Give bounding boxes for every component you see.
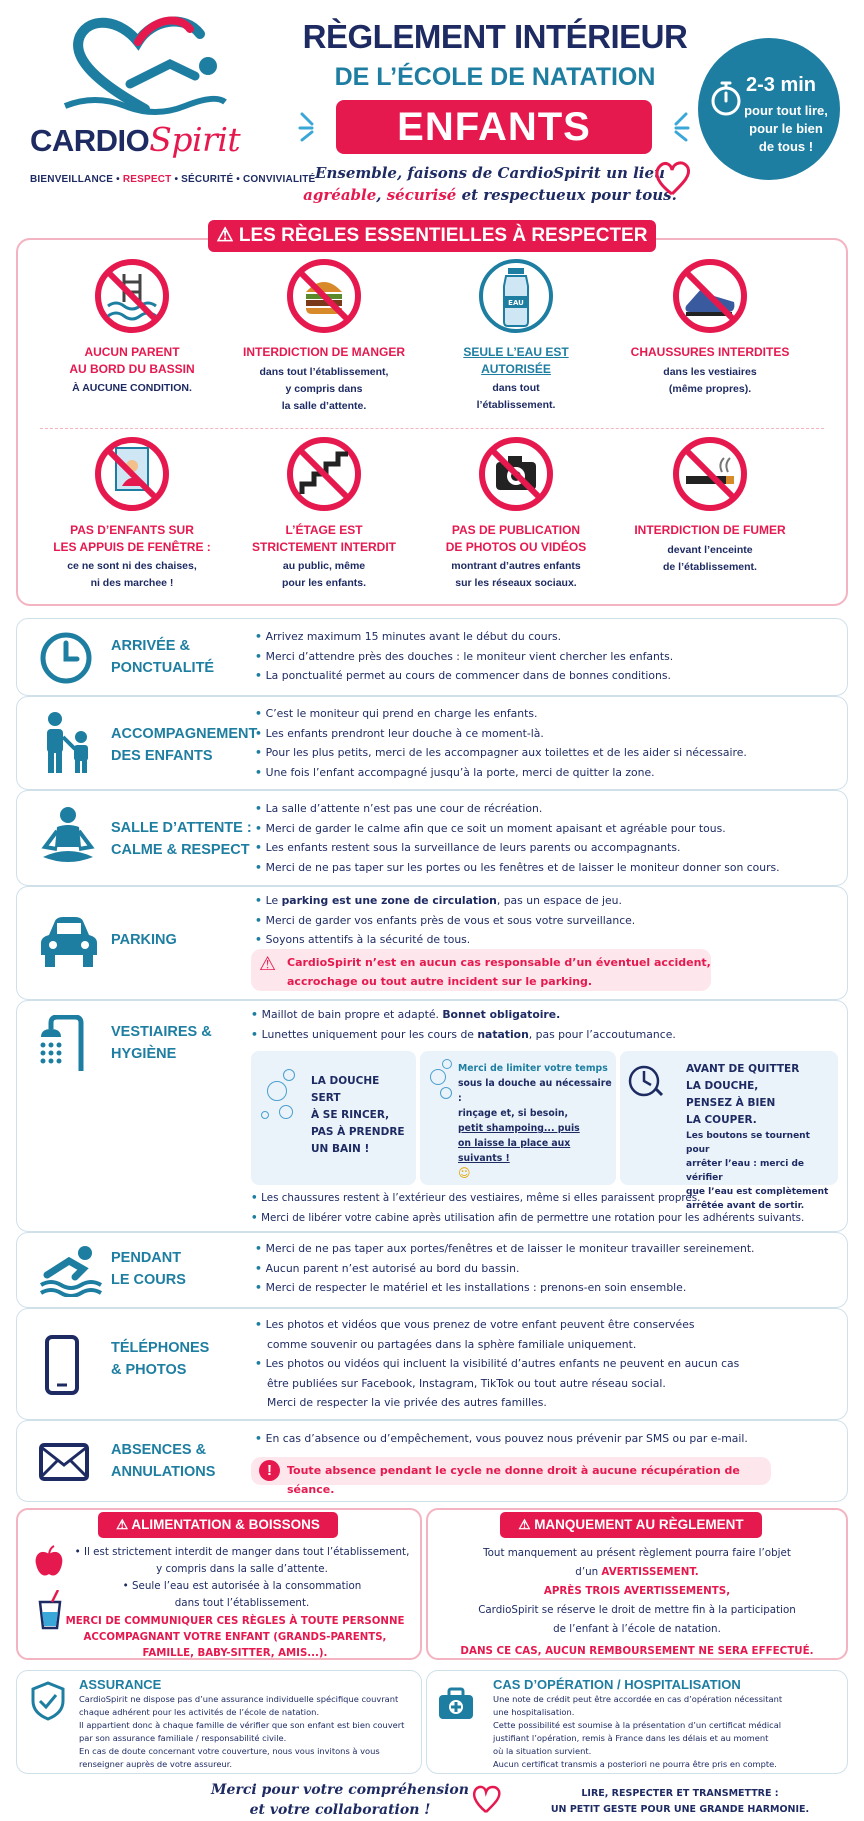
no-smoking-icon bbox=[672, 436, 748, 512]
brand-tagline: BIENVEILLANCE • RESPECT • SÉCURITÉ • CONVIVIALITÉ bbox=[30, 174, 316, 185]
rule-no-photos bbox=[418, 436, 614, 596]
parent-child-icon bbox=[39, 711, 95, 775]
section-title: ARRIVÉE & PONCTUALITÉ bbox=[111, 638, 215, 676]
rule-detail: ce ne sont ni des chaises, ni des marchee ! bbox=[67, 560, 197, 589]
no-upstairs-icon bbox=[286, 436, 362, 512]
section-absences bbox=[16, 1420, 848, 1502]
rule-detail: devant l’enceinte de l’établissement. bbox=[663, 544, 757, 573]
hospital-panel: CAS D’OPÉRATION / HOSPITALISATION Une note de crédit peut être accordée en cas d’opération nécessitant une hospitalisation. Cette possibilité est soumise à la présentation d’un certificat médical justifiant l’opération, remis à France dans les délais et au moment où la situation survient. Aucun certificat transmis a posteriori ne pourra être pris en compte. bbox=[426, 1670, 848, 1774]
water-only-icon bbox=[478, 258, 554, 334]
rule-detail: dans tout l’établissement. bbox=[476, 382, 556, 411]
swimmer-icon bbox=[39, 1243, 103, 1297]
page-title: RÈGLEMENT INTÉRIEUR bbox=[302, 18, 688, 55]
rule-title: CHAUSSURES INTERDITES bbox=[630, 345, 790, 359]
rule-title: INTERDICTION DE FUMER bbox=[634, 523, 786, 537]
thanks-text: Merci pour votre compréhension et votre collaboration ! bbox=[211, 1782, 469, 1818]
warning-icon: ⚠ bbox=[116, 1517, 129, 1532]
food-title: ⚠ ALIMENTATION & BOISSONS bbox=[98, 1512, 338, 1538]
shower-card-rinse: LA DOUCHE SERT À SE RINCER, PAS À PRENDRE UN BAIN ! bbox=[251, 1051, 416, 1185]
bullet-list: • Maillot de bain propre et adapté. Bonnet obligatoire. • Lunettes uniquement pour les cours de natation, pas pour l’accoutumance. bbox=[251, 1005, 676, 1044]
breach-text: Tout manquement au présent règlement pourra faire l’objet d’un AVERTISSEMENT. APRÈS TROIS AVERTISSEMENTS, CardioSpirit se réserve le droit de mettre fin à la participation de l’enfant à l’école de natation. DANS CE CAS, AUCUN REMBOURSEMENT NE SERA EFFECTUÉ. bbox=[460, 1547, 814, 1657]
divider bbox=[40, 428, 824, 429]
section-title: ACCOMPAGNEMENT DES ENFANTS bbox=[111, 726, 258, 764]
section-arrivee bbox=[16, 618, 848, 696]
bullet-list: • Les photos et vidéos que vous prenez de votre enfant peuvent être conservées comme souvenir ou partagées dans la sphère familiale uniquement. • Les photos ou vidéos qui incluent la visibilité d’autres enfants ne peuvent en aucun cas être publiées sur Facebook, Instagram, TikTok ou tout autre réseau social. Merci de respecter la vie privée des autres familles. bbox=[255, 1315, 739, 1413]
bullet-list: • En cas d’absence ou d’empêchement, vous pouvez nous prévenir par SMS ou par e-mail. bbox=[255, 1429, 748, 1449]
section-accompagnement bbox=[16, 696, 848, 790]
rule-detail: au public, même pour les enfants. bbox=[281, 560, 366, 589]
smiley-icon: ☺ bbox=[458, 1166, 471, 1180]
shower-card-limit: Merci de limiter votre temps sous la douche au nécessaire : rinçage et, si besoin, petit shampoing... puis on laisse la place aux suivants ! ☺ bbox=[420, 1051, 616, 1185]
section-title: ABSENCES & ANNULATIONS bbox=[111, 1442, 216, 1480]
rule-detail: montrant d’autres enfants sur les réseaux sociaux. bbox=[451, 560, 581, 589]
alert-circle-icon: ! bbox=[259, 1460, 280, 1481]
bullet-list: • Arrivez maximum 15 minutes avant le début du cours. • Merci d’attendre près des douches : le moniteur vient chercher les enfants. • La ponctualité permet au cours de commencer dans de bonnes conditions. bbox=[255, 627, 673, 686]
warning-icon: ⚠ bbox=[216, 225, 234, 246]
food-notice: MERCI DE COMMUNIQUER CES RÈGLES À TOUTE PERSONNE ACCOMPAGNANT VOTRE ENFANT (GRANDS-PARENTS, FAMILLE, BABY-SITTER, AMIS...). bbox=[65, 1616, 405, 1659]
rule-title: INTERDICTION DE MANGER bbox=[243, 345, 405, 359]
rule-no-parent-pool bbox=[34, 258, 230, 418]
breach-panel bbox=[426, 1508, 848, 1660]
rule-detail: À AUCUNE CONDITION. bbox=[72, 382, 192, 394]
logo bbox=[60, 14, 230, 124]
shower-card-turnoff: AVANT DE QUITTER LA DOUCHE, PENSEZ À BIEN LA COUPER. Les boutons se tournent pour arrêter l’eau : merci de vérifier que l’eau est complètement arrêtée avant de sortir. bbox=[620, 1051, 838, 1185]
page-title-banner: ENFANTS bbox=[336, 100, 652, 154]
section-parking bbox=[16, 886, 848, 1000]
section-salle-attente bbox=[16, 790, 848, 886]
envelope-icon bbox=[39, 1443, 89, 1481]
stopwatch-icon bbox=[708, 78, 744, 118]
rule-title: PAS D’ENFANTS SUR LES APPUIS DE FENÊTRE : bbox=[53, 523, 211, 554]
heart-icon bbox=[470, 1784, 502, 1814]
intro-text: Ensemble, faisons de CardioSpirit un lieu agréable, sécurisé et respectueux pour tous. bbox=[303, 164, 677, 204]
rule-detail: dans tout l’établissement, y compris dans la salle d’attente. bbox=[259, 366, 389, 412]
rule-title: PAS DE PUBLICATION DE PHOTOS OU VIDÉOS bbox=[445, 523, 587, 554]
shield-check-icon bbox=[31, 1681, 65, 1721]
apple-icon bbox=[34, 1544, 64, 1578]
medical-kit-icon bbox=[437, 1687, 475, 1721]
rule-title: AUCUN PARENT AU BORD DU BASSIN bbox=[69, 345, 195, 376]
rule-no-window-sill bbox=[34, 436, 230, 596]
brand-name: CARDIOSpirit bbox=[30, 120, 241, 159]
section-vestiaires bbox=[16, 1000, 848, 1232]
heart-icon bbox=[652, 158, 692, 198]
hospital-text: Une note de crédit peut être accordée en cas d’opération nécessitant une hospitalisation. Cette possibilité est soumise à la présentation d’un certificat médical justifiant l’opération, remis à France dans les délais et au moment où la situation survient. Aucun certificat transmis a posteriori ne pourra être pris en compte. bbox=[493, 1694, 783, 1769]
rule-title: SEULE L’EAU EST AUTORISÉE bbox=[463, 345, 569, 376]
section-telephones bbox=[16, 1308, 848, 1420]
section-pendant-cours bbox=[16, 1232, 848, 1308]
water-label: EAU bbox=[508, 299, 524, 307]
meditation-icon bbox=[39, 805, 97, 867]
bullet-list: • Merci de ne pas taper aux portes/fenêtres et de laisser le moniteur travailler sereinement. • Aucun parent n’est autorisé au bord du bassin. • Merci de respecter le matériel et les installations : prenons-en soin ensemble. bbox=[255, 1239, 755, 1298]
food-panel bbox=[16, 1508, 422, 1660]
rule-water-only bbox=[418, 258, 614, 418]
rule-title: L’ÉTAGE EST STRICTEMENT INTERDIT bbox=[252, 523, 396, 554]
food-text: • Il est strictement interdit de manger dans tout l’établissement, y compris dans la salle d’attente. • Seule l’eau est autorisée à la consommation dans tout l’établissement. bbox=[74, 1546, 410, 1609]
heart-swimmer-logo-icon bbox=[60, 14, 230, 124]
timer-icon bbox=[626, 1061, 666, 1101]
no-window-sill-icon bbox=[94, 436, 170, 512]
insurance-panel: ASSURANCE CardioSpirit ne dispose pas d’une assurance individuelle spécifique couvrant chaque adhérent pour les activités de l’école de natation. Il appartient donc à chaque famille de vérifier que son enfant est bien couvert par son assurance familiale / responsabilité civile. En cas de doute concernant votre couverture, nous vous invitons à vous renseigner auprès de votre assureur. bbox=[16, 1670, 422, 1774]
bullet-list: • C’est le moniteur qui prend en charge les enfants. • Les enfants prendront leur douche à ce moment-là. • Pour les plus petits, merci de les accompagner aux toilettes et de les aider si nécessaire. • Une fois l’enfant accompagné jusqu’à la porte, merci de quitter la zone. bbox=[255, 704, 747, 782]
warning-icon: ⚠ bbox=[259, 953, 277, 975]
bullet-list: • Les chaussures restent à l’extérieur des vestiaires, même si elles paraissent propres. • Merci de libérer votre cabine après utilisation afin de permettre une rotation pour les adhérents suivants. bbox=[251, 1189, 804, 1228]
warning-icon: ⚠ bbox=[518, 1517, 531, 1532]
rule-no-smoking bbox=[612, 436, 808, 596]
section-title: SALLE D’ATTENTE : CALME & RESPECT bbox=[111, 820, 252, 858]
section-title: PARKING bbox=[111, 932, 177, 948]
reading-time-badge: 2-3 min pour tout lire, pour le bien de tous ! bbox=[698, 38, 840, 180]
car-icon bbox=[39, 913, 99, 969]
breach-title: ⚠ MANQUEMENT AU RÈGLEMENT bbox=[500, 1512, 762, 1538]
section-title: VESTIAIRES & HYGIÈNE bbox=[111, 1024, 212, 1062]
no-photos-icon bbox=[478, 436, 554, 512]
smartphone-icon bbox=[45, 1335, 79, 1395]
no-shoes-icon bbox=[672, 258, 748, 334]
bullet-list: • Le parking est une zone de circulation, pas un espace de jeu. • Merci de garder vos enfants près de vous et sous votre surveillance. • Soyons attentifs à la sécurité de tous. bbox=[255, 891, 635, 950]
page-subtitle: DE L’ÉCOLE DE NATATION bbox=[334, 63, 656, 91]
section-title: TÉLÉPHONES & PHOTOS bbox=[111, 1340, 210, 1378]
parking-warning: ⚠ CardioSpirit n’est en aucun cas responsable d’un éventuel accident, accrochage ou tout autre incident sur le parking. bbox=[251, 949, 711, 991]
insurance-text: CardioSpirit ne dispose pas d’une assurance individuelle spécifique couvrant chaque adhérent pour les activités de l’école de natation. Il appartient donc à chaque famille de vérifier que son enfant est bien couvert par son assurance familiale / responsabilité civile. En cas de doute concernant votre couverture, nous vous invitons à vous renseigner auprès de votre assureur. bbox=[79, 1694, 405, 1769]
clock-icon bbox=[39, 631, 93, 685]
section-title: PENDANT LE COURS bbox=[111, 1250, 186, 1288]
absence-warning: ! Toute absence pendant le cycle ne donne droit à aucune récupération de séance. bbox=[251, 1457, 771, 1485]
rule-detail: dans les vestiaires (même propres). bbox=[663, 366, 757, 395]
splash-right-icon bbox=[660, 108, 690, 144]
no-parent-pool-icon bbox=[94, 258, 170, 334]
essential-rules-title: ⚠ LES RÈGLES ESSENTIELLES À RESPECTER bbox=[208, 220, 656, 252]
bullet-list: • La salle d’attente n’est pas une cour de récréation. • Merci de garder le calme afin que ce soit un moment apaisant et agréable pour tous. • Les enfants restent sous la surveillance de leurs parents ou accompagnants. • Merci de ne pas taper sur les portes ou les fenêtres et de laisser le moniteur donner son cours. bbox=[255, 799, 780, 877]
rule-no-eating bbox=[226, 258, 422, 418]
rule-no-shoes bbox=[612, 258, 808, 418]
rule-no-upstairs bbox=[226, 436, 422, 596]
no-eating-icon bbox=[286, 258, 362, 334]
shower-icon bbox=[39, 1015, 87, 1071]
footer-motto: LIRE, RESPECTER ET TRANSMETTRE : UN PETIT GESTE POUR UNE GRANDE HARMONIE. bbox=[550, 1788, 810, 1815]
splash-left-icon bbox=[298, 108, 328, 144]
